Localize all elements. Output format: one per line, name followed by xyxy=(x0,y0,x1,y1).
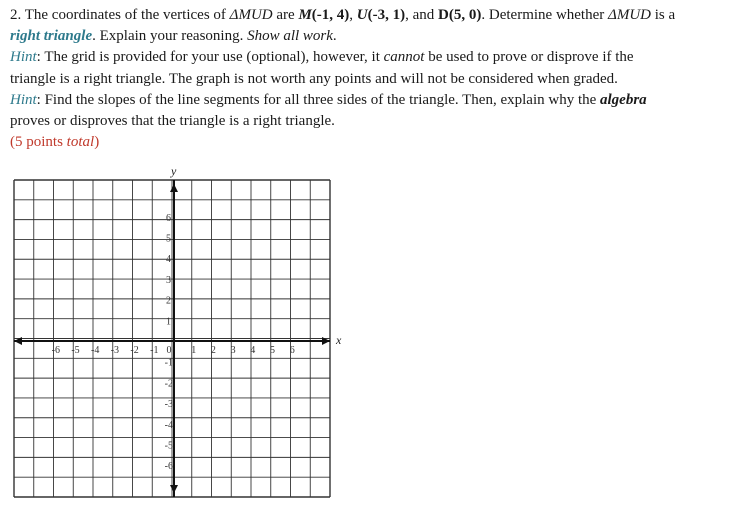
y-tick-label: -3 xyxy=(164,399,173,411)
hint-2-text-b: proves or disproves that the triangle is a right triangle. xyxy=(10,113,335,130)
hint-2-algebra: algebra xyxy=(600,91,647,108)
y-tick-label: 1 xyxy=(166,316,171,328)
x-tick-label: 2 xyxy=(210,345,216,356)
hint-2-text-a: : Find the slopes of the line segments for all three sides of the triangle. Then, explain why the xyxy=(36,91,601,108)
vertex-u-coords: (-3, 1) xyxy=(367,7,406,23)
y-tick-label: -6 xyxy=(164,461,173,473)
x-tick-label: 5 xyxy=(270,345,275,356)
hint-1-text-c: triangle is a right triangle. The graph is not worth any points and will not be considered when graded. xyxy=(10,70,618,87)
x-tick-label: -4 xyxy=(91,345,100,356)
sep2: , and xyxy=(405,7,439,23)
hint-1-label: Hint xyxy=(10,49,37,66)
y-axis-top-arrow xyxy=(170,184,178,192)
hint-1-text-a: : The grid is provided for your use (optional), however, it xyxy=(36,49,384,66)
y-tick-label: 3 xyxy=(166,274,171,286)
x-axis-label: x xyxy=(336,333,342,347)
sep1: , xyxy=(349,7,357,23)
question-number: 2. xyxy=(10,7,22,23)
hint-2-label: Hint xyxy=(10,91,37,108)
vertex-m-label: M xyxy=(298,7,312,23)
y-axis-bottom-arrow xyxy=(170,485,178,493)
x-tick-label: 3 xyxy=(230,345,236,356)
x-tick-label: -3 xyxy=(110,345,120,356)
points-close: ) xyxy=(94,134,100,151)
x-tick-label: 4 xyxy=(250,345,256,356)
right-triangle-term: right triangle xyxy=(10,28,93,45)
y-tick-label: -5 xyxy=(164,440,173,452)
y-tick-label: -2 xyxy=(164,378,173,390)
y-axis-label: y xyxy=(171,164,177,178)
x-tick-label: 0 xyxy=(166,345,172,356)
y-tick-label: -4 xyxy=(164,419,173,431)
y-tick-label: 4 xyxy=(166,254,171,266)
text-are: are xyxy=(272,7,299,23)
x-tick-label: 6 xyxy=(289,345,295,356)
vertex-d-label: D xyxy=(438,7,449,23)
triangle-name-2: ΔMUD xyxy=(608,7,651,23)
vertex-d-coords: (5, 0) xyxy=(448,7,482,23)
x-tick-label: -6 xyxy=(51,345,60,356)
show-work-text: Show all work xyxy=(247,28,333,45)
y-tick-label: 6 xyxy=(166,212,171,224)
x-tick-label: 1 xyxy=(191,345,197,356)
text-explain: . Explain your reasoning. xyxy=(92,28,248,45)
points-total: total xyxy=(66,134,95,151)
y-tick-label: 5 xyxy=(166,233,171,245)
y-tick-label: 2 xyxy=(166,295,171,307)
points-open: (5 points xyxy=(10,134,67,151)
triangle-name: ΔMUD xyxy=(229,7,273,23)
vertex-u-label: U xyxy=(356,7,368,23)
vertex-m-coords: (-1, 4) xyxy=(311,7,350,23)
x-tick-label: -5 xyxy=(71,345,80,356)
hint-1-text-b: be used to prove or disprove if the xyxy=(424,49,634,66)
y-tick-label: -1 xyxy=(164,357,173,369)
hint-1-cannot: cannot xyxy=(383,49,425,66)
x-tick-label: -2 xyxy=(130,345,139,356)
x-tick-label: -1 xyxy=(150,345,159,356)
question-intro: The coordinates of the vertices of xyxy=(24,7,230,23)
text-period: . xyxy=(332,28,337,45)
text-is-a: is a xyxy=(650,7,676,23)
text-determine: . Determine whether xyxy=(481,7,609,23)
